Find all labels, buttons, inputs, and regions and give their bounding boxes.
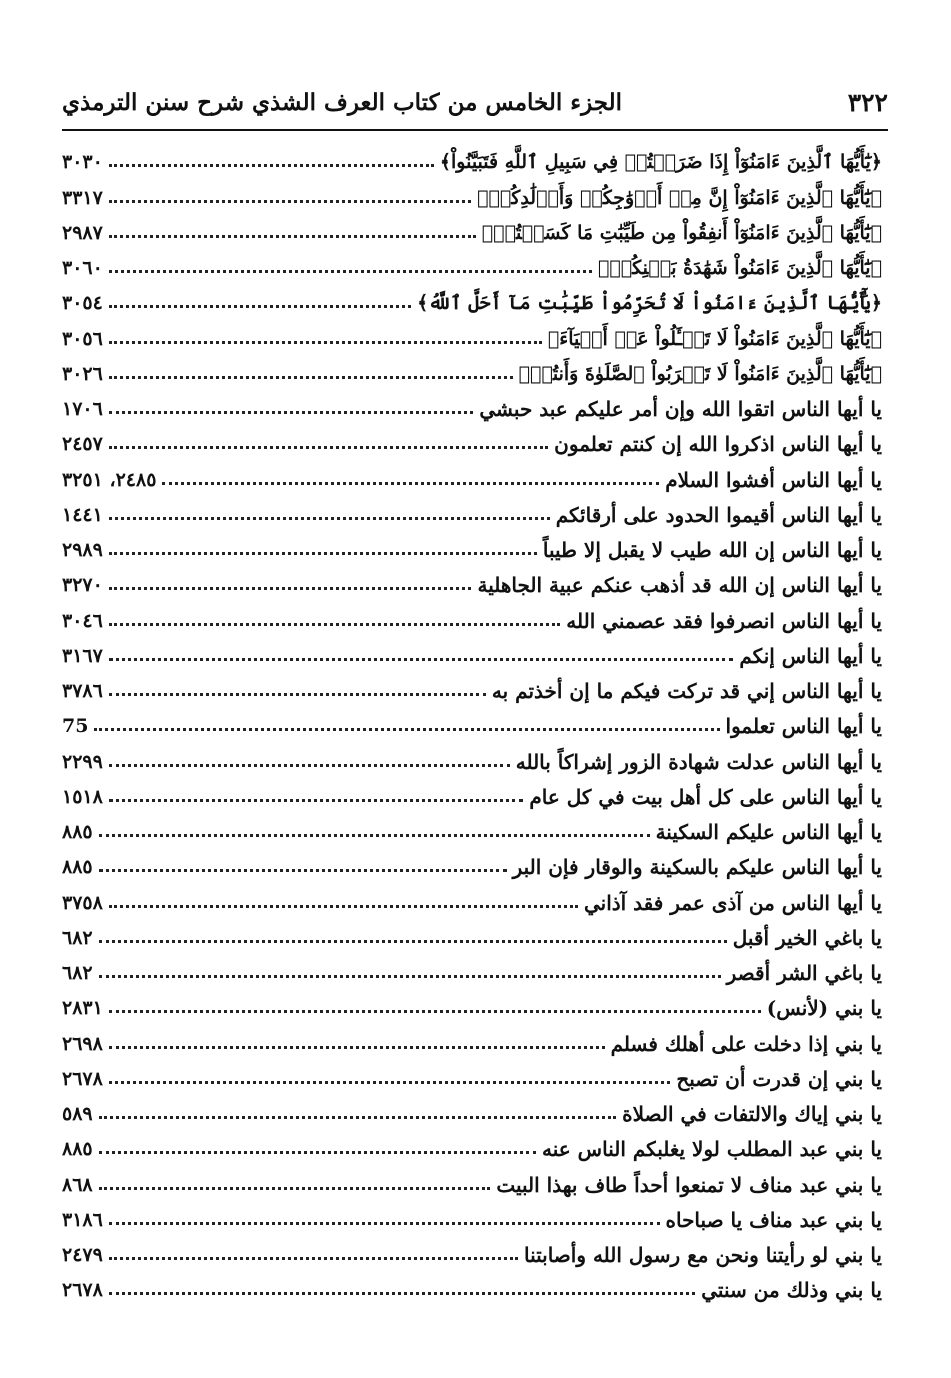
dot-leader — [109, 1010, 761, 1013]
entry-text: يا أيها الناس تعلموا — [725, 714, 882, 739]
dot-leader — [109, 1257, 518, 1260]
index-entry — [62, 811, 882, 846]
entry-ref: ٥٨٩ — [62, 1103, 93, 1126]
dot-leader — [109, 552, 537, 555]
entry-ref: ٢٦٧٨ — [62, 1067, 103, 1090]
running-title: الجزء الخامس من كتاب العرف الشذي شرح سنن الترمذي — [62, 88, 623, 116]
entry-ref: ٣٢٧٠ — [62, 574, 103, 597]
entry-ref: ٣٠٤٦ — [62, 609, 103, 632]
entry-ref: ٢٤٥٧ — [62, 433, 103, 456]
dot-leader — [99, 975, 721, 978]
entry-text: ﴿يَٰٓأَيُّهَا ٱلَّذِينَ ءَامَنُواْ لَا تَسۡـَٔلُواْ عَنۡ أَشۡيَآءَ﴾ — [547, 327, 882, 350]
entry-text: يا بني لو رأيتنا ونحن مع رسول الله وأصابتنا — [523, 1243, 882, 1267]
entry-text: يا بني عبد المطلب لولا يغلبكم الناس عنه — [542, 1137, 882, 1162]
index-entry — [62, 740, 882, 775]
entry-ref: ٣٠٥٦ — [62, 327, 103, 350]
entry-ref: ٣٠٥٤ — [62, 292, 103, 315]
entry-text: يا أيها الناس إنكم — [739, 643, 882, 668]
entry-ref: ٦٨٢ — [62, 962, 93, 985]
dot-leader — [109, 235, 476, 238]
entry-ref: ٣٠٣٠ — [62, 151, 103, 174]
entry-text: يا أيها الناس إني قد تركت فيكم ما إن أخذتم به — [491, 679, 882, 703]
index-entry — [62, 529, 882, 564]
dot-leader — [99, 1187, 491, 1190]
entry-ref: ٢٤٧٩ — [62, 1244, 103, 1267]
entry-ref: ٣١٦٧ — [62, 644, 103, 667]
entry-ref: ٢٦٩٨ — [62, 1032, 103, 1055]
dot-leader — [99, 869, 507, 872]
index-entry — [62, 458, 882, 493]
index-entry — [62, 1022, 882, 1057]
index-entry — [62, 670, 882, 705]
dot-leader — [99, 834, 650, 837]
dot-leader — [109, 1046, 605, 1049]
index-entry — [62, 599, 882, 634]
page-number: ٣٢٢ — [847, 87, 888, 117]
entry-ref: ٣٣١٧ — [62, 186, 103, 209]
index-list — [62, 141, 882, 1304]
entry-text: يا أيها الناس انصرفوا فقد عصمني الله — [566, 608, 882, 633]
dot-leader — [109, 376, 513, 379]
index-entry — [62, 176, 882, 211]
dot-leader — [109, 623, 560, 626]
entry-text: يا أيها الناس أفشوا السلام — [665, 467, 882, 492]
entry-ref: ٣٧٨٦ — [62, 680, 103, 703]
entry-text: يا باغي الشر أقصر — [726, 961, 882, 985]
entry-text: يا أيها الناس عليكم السكينة — [655, 820, 882, 844]
dot-leader — [109, 200, 471, 203]
entry-text: يا بني (لأنس) — [766, 996, 882, 1021]
entry-text: ﴿يَٰٓأَيُّهَا ٱلَّذِينَ ءَامَنُوٓاْ إِنَّ مِنۡ أَزۡوَٰجِكُمۡ وَأَوۡلَٰدِكُمۡ﴾ — [477, 186, 882, 209]
entry-text: يا أيها الناس على كل أهل بيت في كل عام — [529, 784, 882, 809]
dot-leader — [109, 799, 524, 802]
entry-ref: ٢٩٨٧ — [62, 221, 103, 244]
entry-text: ﴿يَٰٓأَيُّهَا ٱلَّذِينَ ءَامَنُواْ لَا تَقۡرَبُواْ ٱلصَّلَوٰةَ وَأَنتُمۡ﴾ — [518, 362, 882, 385]
index-entry — [62, 776, 882, 811]
entry-ref: ٨٨٥ — [62, 1138, 93, 1161]
entry-text: يا بني إن قدرت أن تصبح — [676, 1066, 882, 1091]
index-entry — [62, 494, 882, 529]
entry-ref: ١٥١٨ — [62, 785, 103, 808]
index-entry — [62, 1163, 882, 1198]
index-entry — [62, 353, 882, 388]
index-entry — [62, 141, 882, 176]
index-entry — [62, 564, 882, 599]
entry-ref: ٦٨٢ — [62, 926, 93, 949]
index-entry — [62, 705, 882, 740]
dot-leader — [109, 517, 550, 520]
entry-ref: ٢٤٨٥، ٣٢٥١ — [62, 468, 157, 491]
entry-text: يا بني إياك والالتفات في الصلاة — [622, 1102, 882, 1126]
entry-text: يا أيها الناس أقيموا الحدود على أرقائكم — [555, 502, 882, 527]
entry-text: ﴿يَٰٓأَيُّهَا ٱلَّذِينَ ءَامَنُوٓاْ إِذَا ضَرَبۡتُمۡ فِي سَبِيلِ ٱللَّهِ فَتَبَيَّنُواْ﴾ — [439, 151, 882, 174]
dot-leader — [109, 270, 592, 273]
dot-leader — [99, 940, 727, 943]
entry-text: يا بني وذلك من سنتي — [701, 1278, 882, 1303]
dot-leader — [99, 1116, 617, 1119]
entry-text: ﴿يَٰٓأَيُّهَا ٱلَّذِينَ ءَامَنُوٓاْ أَنفِقُواْ مِن طَيِّبَٰتِ مَا كَسَبۡتُمۡ﴾ — [481, 221, 882, 244]
dot-leader — [109, 693, 486, 696]
header-rule — [62, 129, 888, 131]
index-entry — [62, 952, 882, 987]
dot-leader — [109, 905, 578, 908]
entry-ref: ٣٠٦٠ — [62, 257, 103, 280]
entry-text: يا أيها الناس عليكم بالسكينة والوقار فإن البر — [512, 855, 882, 880]
entry-text: يا باغي الخير أقبل — [732, 925, 882, 950]
dot-leader — [94, 728, 719, 731]
index-entry — [62, 247, 882, 282]
page-header — [62, 82, 888, 122]
entry-ref: ٨٨٥ — [62, 856, 93, 879]
dot-leader — [109, 1081, 671, 1084]
dot-leader — [99, 1151, 536, 1154]
index-entry — [62, 987, 882, 1022]
entry-ref: ٢٦٧٨ — [62, 1279, 103, 1302]
index-entry — [62, 846, 882, 881]
entry-text: يا أيها الناس عدلت شهادة الزور إشراكاً بالله — [515, 749, 882, 774]
index-entry — [62, 388, 882, 423]
entry-ref: ١٤٤١ — [62, 503, 103, 526]
dot-leader — [109, 164, 434, 167]
dot-leader — [109, 305, 411, 308]
index-entry — [62, 881, 882, 916]
entry-text: يا أيها الناس اتقوا الله وإن أمر عليكم عبد حبشي — [479, 397, 882, 421]
dot-leader — [109, 658, 734, 661]
index-entry — [62, 635, 882, 670]
index-entry — [62, 317, 882, 352]
dot-leader — [109, 1222, 660, 1225]
entry-ref: ١٧٠٦ — [62, 398, 103, 421]
dot-leader — [109, 446, 548, 449]
entry-ref: ٢٩٨٩ — [62, 539, 103, 562]
index-entry — [62, 1234, 882, 1269]
dot-leader — [109, 411, 474, 414]
index-entry — [62, 1093, 882, 1128]
index-entry — [62, 212, 882, 247]
dot-leader — [109, 764, 510, 767]
dot-leader — [109, 341, 542, 344]
entry-text: يا بني عبد مناف لا تمنعوا أحداً طاف بهذا البيت — [496, 1172, 882, 1197]
index-entry — [62, 1128, 882, 1163]
entry-ref: ٢٢٩٩ — [62, 750, 103, 773]
entry-ref: ٣٧٥٨ — [62, 891, 103, 914]
entry-ref: ٣١٨٦ — [62, 1208, 103, 1231]
entry-text: يا أيها الناس إن الله قد أذهب عنكم عبية الجاهلية — [477, 573, 882, 598]
entry-text: يا أيها الناس إن الله طيب لا يقبل إلا طيباً — [542, 538, 882, 562]
entry-text: ﴿يَٰٓأَيُّهَا ٱلَّذِينَ ءَامَنُواْ لَا تُحَرِّمُواْ طَيِّبَٰتِ مَآ أَحَلَّ ٱللَّهُ﴾ — [417, 292, 882, 315]
entry-ref: ٨٨٥ — [62, 821, 93, 844]
entry-ref: 75 — [62, 715, 89, 738]
index-entry — [62, 1269, 882, 1304]
entry-text: يا بني عبد مناف يا صباحاه — [665, 1207, 882, 1232]
entry-ref: ٢٨٣١ — [62, 997, 103, 1020]
dot-leader — [162, 482, 659, 485]
index-entry — [62, 423, 882, 458]
entry-ref: ٣٠٢٦ — [62, 362, 103, 385]
entry-ref: ٨٦٨ — [62, 1173, 93, 1196]
entry-text: يا بني إذا دخلت على أهلك فسلم — [610, 1031, 882, 1056]
index-entry — [62, 282, 882, 317]
dot-leader — [109, 587, 472, 590]
index-entry — [62, 1058, 882, 1093]
entry-text: يا أيها الناس اذكروا الله إن كنتم تعلمون — [554, 432, 882, 457]
index-entry — [62, 1199, 882, 1234]
entry-text: ﴿يَٰٓأَيُّهَا ٱلَّذِينَ ءَامَنُواْ شَهَٰدَةُ بَيۡنِكُمۡ﴾ — [597, 257, 882, 280]
entry-text: يا أيها الناس من آذى عمر فقد آذاني — [583, 890, 882, 915]
dot-leader — [109, 1292, 695, 1295]
index-entry — [62, 917, 882, 952]
